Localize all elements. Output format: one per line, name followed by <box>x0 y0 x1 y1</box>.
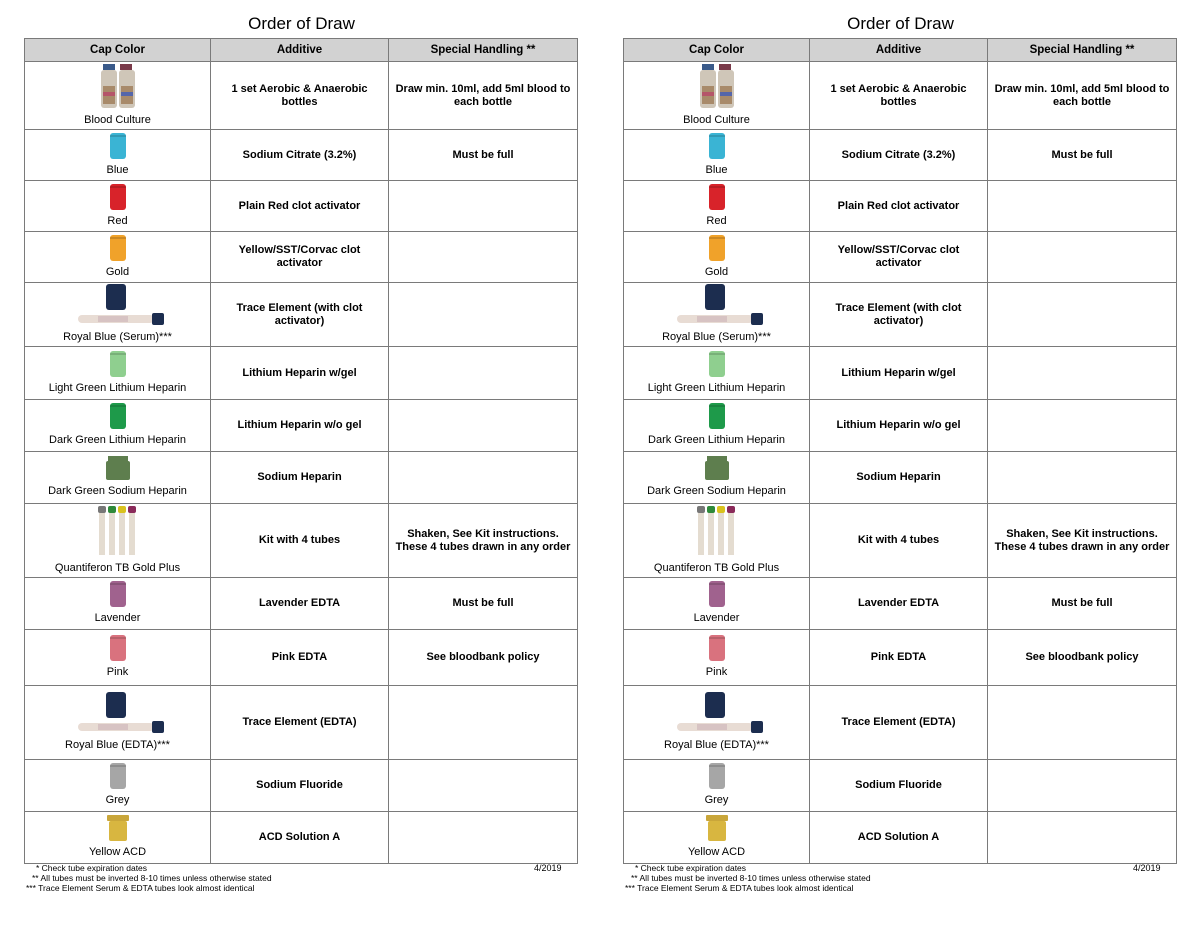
table-row <box>25 181 578 232</box>
special-handling-cell <box>988 760 1177 812</box>
special-handling-cell <box>389 400 578 452</box>
revision-date: 4/2019 <box>534 863 562 873</box>
order-of-draw-panel-right <box>623 0 1178 864</box>
cap-color-cell <box>25 452 211 504</box>
pink-cap-icon <box>108 634 128 665</box>
table-row <box>624 578 1177 630</box>
table-row <box>25 130 578 181</box>
blood-culture-bottles-icon <box>100 62 136 113</box>
special-handling-cell: Draw min. 10ml, add 5ml blood to each bottle <box>389 62 578 130</box>
special-handling-cell <box>389 232 578 283</box>
additive-cell: ACD Solution A <box>211 812 389 864</box>
cap-color-label: Quantiferon TB Gold Plus <box>653 562 780 574</box>
yellow-acd-cap-icon <box>704 814 730 845</box>
additive-cell: Pink EDTA <box>810 630 988 686</box>
cap-color-cell <box>624 400 810 452</box>
quantiferon-kit-icon <box>96 504 140 561</box>
additive-cell: Sodium Citrate (3.2%) <box>810 130 988 181</box>
dark-green-cap-icon <box>108 402 128 433</box>
header-cap-color: Cap Color <box>624 39 810 62</box>
order-of-draw-table <box>623 38 1177 864</box>
cap-color-label: Red <box>107 214 128 227</box>
special-handling-cell <box>988 686 1177 760</box>
footnote-trace-element: *** Trace Element Serum & EDTA tubes look almost identical <box>625 883 854 893</box>
cap-color-cell <box>624 812 810 864</box>
table-row <box>624 347 1177 400</box>
table-row <box>25 812 578 864</box>
additive-cell: Plain Red clot activator <box>810 181 988 232</box>
special-handling-cell: Must be full <box>988 578 1177 630</box>
quantiferon-kit-icon <box>695 504 739 561</box>
blue-cap-icon <box>108 132 128 163</box>
footnote-inversion: ** All tubes must be inverted 8-10 times unless otherwise stated <box>631 873 871 883</box>
cap-color-cell <box>25 630 211 686</box>
cap-color-label: Light Green Lithium Heparin <box>48 381 187 394</box>
footnote-expiration: * Check tube expiration dates <box>635 863 747 873</box>
cap-color-label: Blue <box>705 163 728 176</box>
cap-color-cell <box>25 130 211 181</box>
royal-blue-edta-tube-icon <box>68 691 168 738</box>
cap-color-cell <box>624 630 810 686</box>
additive-cell: Kit with 4 tubes <box>810 504 988 578</box>
cap-color-label: Dark Green Sodium Heparin <box>48 485 187 497</box>
cap-color-cell <box>25 686 211 760</box>
revision-date: 4/2019 <box>1133 863 1161 873</box>
special-handling-cell <box>988 452 1177 504</box>
table-row <box>25 452 578 504</box>
special-handling-cell: Must be full <box>389 130 578 181</box>
additive-cell: Lithium Heparin w/gel <box>810 347 988 400</box>
table-row <box>25 578 578 630</box>
cap-color-label: Royal Blue (Serum)*** <box>662 331 771 343</box>
cap-color-label: Blue <box>106 163 129 176</box>
cap-color-cell <box>624 283 810 347</box>
additive-cell: Sodium Fluoride <box>211 760 389 812</box>
footnote-inversion: ** All tubes must be inverted 8-10 times unless otherwise stated <box>32 873 272 883</box>
cap-color-label: Grey <box>704 794 729 806</box>
sodium-heparin-cap-icon <box>105 455 131 484</box>
lavender-cap-icon <box>707 580 727 611</box>
footer-notes <box>625 863 1180 893</box>
table-header-row <box>25 39 578 62</box>
cap-color-label: Lavender <box>94 612 141 624</box>
grey-cap-icon <box>108 762 128 793</box>
cap-color-cell <box>624 760 810 812</box>
cap-color-label: Dark Green Lithium Heparin <box>49 434 186 446</box>
cap-color-cell <box>25 812 211 864</box>
additive-cell: Lithium Heparin w/o gel <box>211 400 389 452</box>
additive-cell: Plain Red clot activator <box>211 181 389 232</box>
additive-cell: Lavender EDTA <box>211 578 389 630</box>
additive-cell: Trace Element (with clot activator) <box>211 283 389 347</box>
table-row <box>25 686 578 760</box>
cap-color-label: Red <box>706 214 727 227</box>
cap-color-cell <box>624 347 810 400</box>
table-row <box>25 347 578 400</box>
red-cap-icon <box>108 183 128 214</box>
cap-color-label: Gold <box>105 265 130 278</box>
special-handling-cell: See bloodbank policy <box>988 630 1177 686</box>
cap-color-cell <box>25 62 211 130</box>
additive-cell: Lithium Heparin w/gel <box>211 347 389 400</box>
table-row <box>25 630 578 686</box>
cap-color-cell <box>624 130 810 181</box>
cap-color-cell <box>624 504 810 578</box>
cap-color-label: Royal Blue (EDTA)*** <box>664 739 769 751</box>
royal-blue-tube-icon <box>667 283 767 330</box>
special-handling-cell <box>988 232 1177 283</box>
sodium-heparin-cap-icon <box>704 455 730 484</box>
table-row <box>25 283 578 347</box>
cap-color-cell <box>25 504 211 578</box>
cap-color-label: Royal Blue (Serum)*** <box>63 331 172 343</box>
table-row <box>624 452 1177 504</box>
special-handling-cell: See bloodbank policy <box>389 630 578 686</box>
additive-cell: Lithium Heparin w/o gel <box>810 400 988 452</box>
royal-blue-tube-icon <box>68 283 168 330</box>
cap-color-label: Yellow ACD <box>88 846 147 858</box>
gold-cap-icon <box>707 234 727 265</box>
gold-cap-icon <box>108 234 128 265</box>
cap-color-label: Grey <box>105 794 130 806</box>
cap-color-cell <box>25 181 211 232</box>
order-of-draw-panel-left <box>24 0 579 864</box>
cap-color-label: Dark Green Sodium Heparin <box>647 485 786 497</box>
cap-color-label: Pink <box>106 666 129 678</box>
cap-color-cell <box>624 452 810 504</box>
additive-cell: Pink EDTA <box>211 630 389 686</box>
special-handling-cell: Must be full <box>389 578 578 630</box>
page-title: Order of Draw <box>847 14 954 33</box>
cap-color-label: Quantiferon TB Gold Plus <box>54 562 181 574</box>
header-special-handling: Special Handling ** <box>389 39 578 62</box>
additive-cell: Yellow/SST/Corvac clot activator <box>211 232 389 283</box>
special-handling-cell: Must be full <box>988 130 1177 181</box>
additive-cell: Sodium Fluoride <box>810 760 988 812</box>
additive-cell: Trace Element (EDTA) <box>810 686 988 760</box>
table-row <box>624 686 1177 760</box>
order-of-draw-table <box>24 38 578 864</box>
light-green-cap-icon <box>108 350 128 381</box>
special-handling-cell <box>988 812 1177 864</box>
table-row <box>624 400 1177 452</box>
footnote-trace-element: *** Trace Element Serum & EDTA tubes look almost identical <box>26 883 255 893</box>
header-special-handling: Special Handling ** <box>988 39 1177 62</box>
special-handling-cell <box>389 347 578 400</box>
cap-color-cell <box>25 283 211 347</box>
special-handling-cell: Shaken, See Kit instructions. These 4 tubes drawn in any order <box>988 504 1177 578</box>
grey-cap-icon <box>707 762 727 793</box>
additive-cell: Sodium Heparin <box>810 452 988 504</box>
light-green-cap-icon <box>707 350 727 381</box>
table-header-row <box>624 39 1177 62</box>
cap-color-label: Gold <box>704 265 729 278</box>
cap-color-label: Light Green Lithium Heparin <box>647 381 786 394</box>
cap-color-cell <box>624 181 810 232</box>
cap-color-label: Blood Culture <box>683 114 750 126</box>
cap-color-label: Yellow ACD <box>687 846 746 858</box>
table-row <box>624 283 1177 347</box>
yellow-acd-cap-icon <box>105 814 131 845</box>
special-handling-cell: Shaken, See Kit instructions. These 4 tubes drawn in any order <box>389 504 578 578</box>
table-row <box>25 62 578 130</box>
red-cap-icon <box>707 183 727 214</box>
additive-cell: Trace Element (EDTA) <box>211 686 389 760</box>
footer-notes <box>26 863 581 893</box>
additive-cell: Yellow/SST/Corvac clot activator <box>810 232 988 283</box>
special-handling-cell <box>988 347 1177 400</box>
cap-color-cell <box>624 686 810 760</box>
table-row <box>25 232 578 283</box>
cap-color-cell <box>25 578 211 630</box>
header-cap-color: Cap Color <box>25 39 211 62</box>
special-handling-cell <box>988 400 1177 452</box>
table-row <box>25 400 578 452</box>
special-handling-cell <box>389 452 578 504</box>
table-row <box>624 62 1177 130</box>
cap-color-label: Pink <box>705 666 728 678</box>
cap-color-cell <box>624 578 810 630</box>
cap-color-label: Royal Blue (EDTA)*** <box>65 739 170 751</box>
dark-green-cap-icon <box>707 402 727 433</box>
table-row <box>624 232 1177 283</box>
cap-color-cell <box>624 232 810 283</box>
table-row <box>624 760 1177 812</box>
additive-cell: ACD Solution A <box>810 812 988 864</box>
table-row <box>624 130 1177 181</box>
additive-cell: Sodium Heparin <box>211 452 389 504</box>
special-handling-cell <box>389 760 578 812</box>
additive-cell: Kit with 4 tubes <box>211 504 389 578</box>
pink-cap-icon <box>707 634 727 665</box>
table-row <box>624 181 1177 232</box>
additive-cell: 1 set Aerobic & Anaerobic bottles <box>810 62 988 130</box>
cap-color-label: Dark Green Lithium Heparin <box>648 434 785 446</box>
cap-color-cell <box>25 347 211 400</box>
table-row <box>25 504 578 578</box>
additive-cell: Trace Element (with clot activator) <box>810 283 988 347</box>
special-handling-cell <box>988 181 1177 232</box>
cap-color-label: Blood Culture <box>84 114 151 126</box>
royal-blue-edta-tube-icon <box>667 691 767 738</box>
table-row <box>25 760 578 812</box>
special-handling-cell <box>389 283 578 347</box>
table-row <box>624 630 1177 686</box>
special-handling-cell <box>389 686 578 760</box>
cap-color-cell <box>624 62 810 130</box>
lavender-cap-icon <box>108 580 128 611</box>
cap-color-cell <box>25 400 211 452</box>
blood-culture-bottles-icon <box>699 62 735 113</box>
page-title: Order of Draw <box>248 14 355 33</box>
special-handling-cell <box>389 181 578 232</box>
additive-cell: 1 set Aerobic & Anaerobic bottles <box>211 62 389 130</box>
blue-cap-icon <box>707 132 727 163</box>
footnote-expiration: * Check tube expiration dates <box>36 863 148 873</box>
special-handling-cell <box>988 283 1177 347</box>
header-additive: Additive <box>810 39 988 62</box>
special-handling-cell: Draw min. 10ml, add 5ml blood to each bottle <box>988 62 1177 130</box>
additive-cell: Sodium Citrate (3.2%) <box>211 130 389 181</box>
special-handling-cell <box>389 812 578 864</box>
cap-color-cell <box>25 760 211 812</box>
cap-color-label: Lavender <box>693 612 740 624</box>
header-additive: Additive <box>211 39 389 62</box>
additive-cell: Lavender EDTA <box>810 578 988 630</box>
cap-color-cell <box>25 232 211 283</box>
table-row <box>624 504 1177 578</box>
table-row <box>624 812 1177 864</box>
